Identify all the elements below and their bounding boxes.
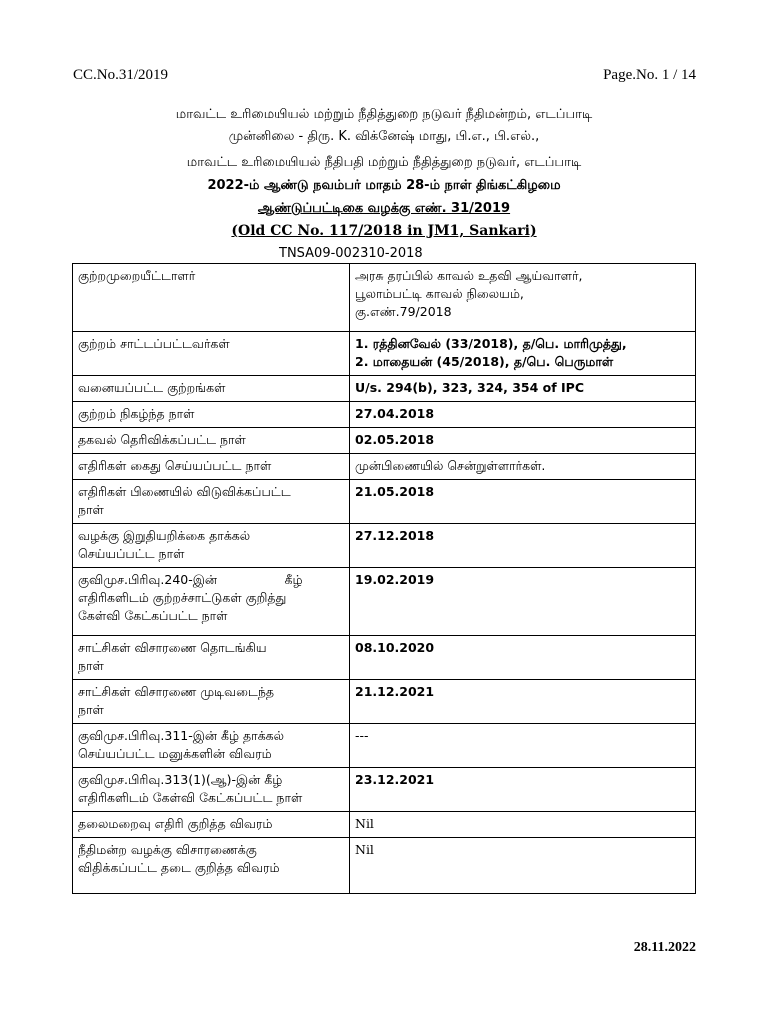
case-title: ஆண்டுப்பட்டிகை வழக்கு எண். 31/2019 [257,201,511,216]
table-row [73,480,696,524]
row-label-line: தலைமறைவு எதிரி குறித்த விவரம் [78,816,273,831]
row-label-line: எதிரிகள் பிணையில் விடுவிக்கப்பட்ட [78,484,291,499]
row-value-line: 27.04.2018 [355,406,435,421]
table-row [73,568,696,636]
row-value-line: 21.05.2018 [355,484,435,499]
table-row [73,454,696,480]
row-value-line: அரசு தரப்பில் காவல் உதவி ஆய்வாளர், [355,268,583,283]
row-value [350,812,696,838]
row-value-line: --- [355,728,369,743]
row-value [350,524,696,568]
presiding-officer: முன்னிலை - திரு. K. விக்னேஷ் மாது, பி.எ., பி.எல்., [228,129,540,144]
row-label-line: தகவல் தெரிவிக்கப்பட்ட நாள் [78,432,246,447]
old-case-number: (Old CC No. 117/2018 in JM1, Sankari) [231,223,537,239]
row-label [73,724,350,768]
table-row [73,376,696,402]
row-label-line: சாட்சிகள் விசாரணை முடிவடைந்த [78,684,275,699]
table-row [73,838,696,894]
row-value [350,264,696,332]
row-value [350,724,696,768]
row-value [350,376,696,402]
row-label-line: செய்யப்பட்ட நாள் [78,546,185,561]
row-label [73,332,350,376]
row-label-line: குற்றம் சாட்டப்பட்டவர்கள் [78,336,230,351]
row-label-line: நாள் [78,702,104,717]
table-row [73,402,696,428]
row-value-line: Nil [355,816,374,831]
row-label [73,524,350,568]
row-label [73,768,350,812]
court-name: மாவட்ட உரிமையியல் மற்றும் நீதித்துறை நடுவர் நீதிமன்றம், எடப்பாடி [175,107,593,122]
row-label-line: எதிரிகளிடம் குற்றச்சாட்டுகள் குறித்து [78,590,287,605]
page-number: Page.No. 1 / 14 [603,67,696,83]
table-row [73,768,696,812]
row-value [350,680,696,724]
row-label-line: குவிமுச.பிரிவு.240-இன் கீழ் [78,572,303,587]
row-value-line: 21.12.2021 [355,684,435,699]
row-label [73,812,350,838]
table-row [73,264,696,332]
row-value-line: முன்பிணையில் சென்றுள்ளார்கள். [355,458,546,473]
row-label-line: சாட்சிகள் விசாரணை தொடங்கிய [78,640,267,655]
row-label [73,636,350,680]
row-label-line: விதிக்கப்பட்ட தடை குறித்த விவரம் [78,860,280,875]
row-value-line: U/s. 294(b), 323, 324, 354 of IPC [355,380,585,395]
case-number: CC.No.31/2019 [73,67,169,83]
row-value-line: பூலாம்பட்டி காவல் நிலையம், [355,286,524,301]
row-value-line: 2. மாதையன் (45/2018), த/பெ. பெருமாள் [355,354,614,369]
row-label-line: எதிரிகளிடம் கேள்வி கேட்கப்பட்ட நாள் [78,790,303,805]
row-label-line: செய்யப்பட்ட மனுக்களின் விவரம் [78,746,272,761]
row-label [73,454,350,480]
row-value-line: 1. ரத்தினவேல் (33/2018), த/பெ. மாரிமுத்து, [355,336,627,351]
row-label-line: குவிமுச.பிரிவு.311-இன் கீழ் தாக்கல் [78,728,285,743]
officer-designation: மாவட்ட உரிமையியல் நீதிபதி மற்றும் நீதித்துறை நடுவர், எடப்பாடி [186,155,582,170]
row-label [73,480,350,524]
row-label [73,838,350,894]
case-details-table [72,263,696,894]
row-label-line: குற்றம் நிகழ்ந்த நாள் [78,406,195,421]
judgment-date-line: 2022-ம் ஆண்டு நவம்பர் மாதம் 28-ம் நாள் திங்கட்கிழமை [207,178,561,193]
row-label [73,428,350,454]
row-value-line: 19.02.2019 [355,572,435,587]
table-row [73,724,696,768]
row-label-line: குவிமுச.பிரிவு.313(1)(ஆ)-இன் கீழ் [78,772,283,787]
row-label-line: குற்றமுறையீட்டாளர் [78,268,196,283]
row-label-line: நாள் [78,502,104,517]
row-label-line: வழக்கு இறுதியறிக்கை தாக்கல் [78,528,251,543]
row-label-line: வனையப்பட்ட குற்றங்கள் [78,380,226,395]
row-value-line: 08.10.2020 [355,640,435,655]
row-label [73,264,350,332]
row-value [350,428,696,454]
row-label [73,376,350,402]
table-row [73,428,696,454]
row-value-line: Nil [355,842,374,857]
row-label-line: எதிரிகள் கைது செய்யப்பட்ட நாள் [78,458,272,473]
row-value [350,768,696,812]
row-value [350,636,696,680]
cnr-number: TNSA09-002310-2018 [279,246,423,261]
row-value [350,402,696,428]
table-row [73,332,696,376]
row-value-line: 27.12.2018 [355,528,435,543]
row-value-line: 02.05.2018 [355,432,435,447]
row-value [350,838,696,894]
row-value-line: கு.எண்.79/2018 [355,304,452,319]
row-value [350,454,696,480]
row-value [350,480,696,524]
row-label [73,568,350,636]
row-value [350,332,696,376]
row-value [350,568,696,636]
table-row [73,812,696,838]
row-label-line: நீதிமன்ற வழக்கு விசாரணைக்கு [78,842,257,857]
row-label [73,402,350,428]
row-label [73,680,350,724]
footer-date: 28.11.2022 [633,940,696,955]
table-row [73,680,696,724]
row-label-line: கேள்வி கேட்கப்பட்ட நாள் [78,608,228,623]
row-value-line: 23.12.2021 [355,772,435,787]
table-row [73,636,696,680]
row-label-line: நாள் [78,658,104,673]
table-row [73,524,696,568]
